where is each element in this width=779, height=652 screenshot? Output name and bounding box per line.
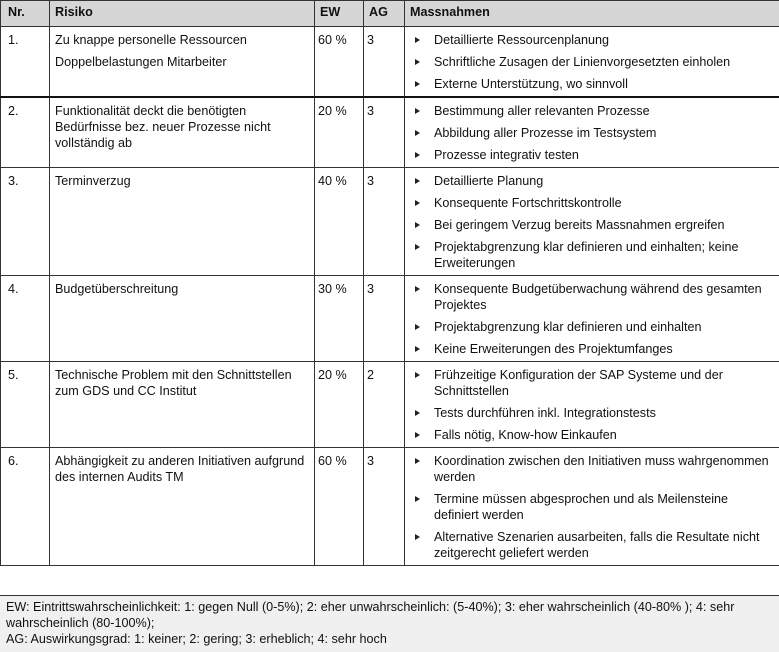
triangle-bullet-icon bbox=[415, 108, 420, 114]
measure-text: Detaillierte Ressourcenplanung bbox=[434, 33, 610, 47]
measure-item bbox=[410, 125, 775, 141]
measure-text: Projektabgrenzung klar definieren und einhalten bbox=[434, 320, 702, 334]
measures-list bbox=[410, 103, 775, 163]
risk-description-line: Abhängigkeit zu anderen Initiativen aufgrund des internen Audits TM bbox=[55, 454, 305, 484]
risk-description bbox=[50, 168, 315, 276]
measure-text: Konsequente Budgetüberwachung während des gesamten Projektes bbox=[434, 282, 762, 312]
measure-text: Koordination zwischen den Initiativen muss wahrgenommen werden bbox=[434, 454, 769, 484]
risk-description-line: Terminverzug bbox=[55, 174, 131, 188]
risk-ag: 2 bbox=[364, 362, 405, 448]
risk-row bbox=[1, 276, 779, 362]
measure-item bbox=[410, 453, 775, 485]
risk-ew: 20 % bbox=[315, 97, 364, 168]
measure-text: Schriftliche Zusagen der Linienvorgesetzten einholen bbox=[434, 55, 731, 69]
triangle-bullet-icon bbox=[415, 286, 420, 292]
header-nr: Nr. bbox=[1, 1, 50, 27]
triangle-bullet-icon bbox=[415, 200, 420, 206]
risk-description bbox=[50, 27, 315, 98]
measure-text: Prozesse integrativ testen bbox=[434, 148, 579, 162]
risk-ag: 3 bbox=[364, 27, 405, 98]
risk-row bbox=[1, 168, 779, 276]
triangle-bullet-icon bbox=[415, 458, 420, 464]
risk-ew: 60 % bbox=[315, 448, 364, 566]
measure-item bbox=[410, 54, 775, 70]
measure-text: Detaillierte Planung bbox=[434, 174, 544, 188]
risk-description-line: Funktionalität deckt die benötigten Bedürfnisse bez. neuer Prozesse nicht vollständig ab bbox=[55, 104, 271, 150]
triangle-bullet-icon bbox=[415, 130, 420, 136]
triangle-bullet-icon bbox=[415, 346, 420, 352]
risk-ew: 40 % bbox=[315, 168, 364, 276]
risk-row bbox=[1, 448, 779, 566]
measure-item bbox=[410, 529, 775, 561]
risk-description-line: Zu knappe personelle Ressourcen bbox=[55, 33, 247, 47]
risk-description-line: Doppelbelastungen Mitarbeiter bbox=[55, 55, 227, 69]
risk-measures bbox=[405, 97, 779, 168]
measure-item bbox=[410, 147, 775, 163]
risk-description bbox=[50, 97, 315, 168]
risk-row bbox=[1, 97, 779, 168]
measures-list bbox=[410, 453, 775, 561]
risk-ag: 3 bbox=[364, 168, 405, 276]
risk-nr: 4. bbox=[1, 276, 50, 362]
risk-nr: 5. bbox=[1, 362, 50, 448]
risk-row bbox=[1, 27, 779, 98]
risk-ew: 30 % bbox=[315, 276, 364, 362]
measure-text: Falls nötig, Know-how Einkaufen bbox=[434, 428, 617, 442]
measure-text: Tests durchführen inkl. Integrationstests bbox=[434, 406, 656, 420]
measure-item bbox=[410, 32, 775, 48]
risk-nr: 6. bbox=[1, 448, 50, 566]
header-row bbox=[1, 1, 779, 27]
risk-ag: 3 bbox=[364, 97, 405, 168]
triangle-bullet-icon bbox=[415, 59, 420, 65]
risk-description-line: Budgetüberschreitung bbox=[55, 282, 179, 296]
measures-list bbox=[410, 32, 775, 92]
measure-text: Projektabgrenzung klar definieren und einhalten; keine Erweiterungen bbox=[434, 240, 739, 270]
measure-text: Externe Unterstützung, wo sinnvoll bbox=[434, 77, 628, 91]
measure-text: Keine Erweiterungen des Projektumfanges bbox=[434, 342, 673, 356]
legend-ew: EW: Eintrittswahrscheinlichkeit: 1: gegen Null (0-5%); 2: eher unwahrscheinlich: (5-40%); 3: eher wahrscheinlich (40-80% ); 4: sehr wahrscheinlich (80-100%); bbox=[6, 600, 735, 630]
measure-text: Bei geringem Verzug bereits Massnahmen ergreifen bbox=[434, 218, 725, 232]
measure-text: Frühzeitige Konfiguration der SAP Systeme und der Schnittstellen bbox=[434, 368, 723, 398]
risk-measures bbox=[405, 362, 779, 448]
risk-nr: 3. bbox=[1, 168, 50, 276]
measure-text: Bestimmung aller relevanten Prozesse bbox=[434, 104, 650, 118]
measures-list bbox=[410, 281, 775, 357]
measure-item bbox=[410, 173, 775, 189]
risk-row bbox=[1, 362, 779, 448]
measure-text: Alternative Szenarien ausarbeiten, falls die Resultate nicht zeitgerecht geliefert werden bbox=[434, 530, 760, 560]
legend bbox=[0, 595, 779, 652]
risk-measures bbox=[405, 27, 779, 98]
measures-list bbox=[410, 367, 775, 443]
risk-description bbox=[50, 362, 315, 448]
measures-list bbox=[410, 173, 775, 271]
triangle-bullet-icon bbox=[415, 432, 420, 438]
measure-item bbox=[410, 281, 775, 313]
measure-item bbox=[410, 76, 775, 92]
header-massnahmen: Massnahmen bbox=[405, 1, 779, 27]
legend-ag: AG: Auswirkungsgrad: 1: keiner; 2: gering; 3: erheblich; 4: sehr hoch bbox=[6, 632, 387, 646]
risk-description bbox=[50, 276, 315, 362]
risk-ew: 20 % bbox=[315, 362, 364, 448]
measure-item bbox=[410, 217, 775, 233]
measure-item bbox=[410, 319, 775, 335]
triangle-bullet-icon bbox=[415, 37, 420, 43]
risk-ag: 3 bbox=[364, 448, 405, 566]
header-ew: EW bbox=[315, 1, 364, 27]
risk-ag: 3 bbox=[364, 276, 405, 362]
risk-description bbox=[50, 448, 315, 566]
risk-description-line: Technische Problem mit den Schnittstellen zum GDS und CC Institut bbox=[55, 368, 292, 398]
risk-table-body bbox=[1, 27, 779, 566]
header-ag: AG bbox=[364, 1, 405, 27]
measure-item bbox=[410, 367, 775, 399]
measure-item bbox=[410, 491, 775, 523]
header-risiko: Risiko bbox=[50, 1, 315, 27]
measure-item bbox=[410, 195, 775, 211]
triangle-bullet-icon bbox=[415, 372, 420, 378]
triangle-bullet-icon bbox=[415, 244, 420, 250]
triangle-bullet-icon bbox=[415, 178, 420, 184]
risk-measures bbox=[405, 276, 779, 362]
triangle-bullet-icon bbox=[415, 534, 420, 540]
triangle-bullet-icon bbox=[415, 324, 420, 330]
risk-nr: 1. bbox=[1, 27, 50, 98]
risk-nr: 2. bbox=[1, 97, 50, 168]
measure-item bbox=[410, 103, 775, 119]
measure-item bbox=[410, 341, 775, 357]
triangle-bullet-icon bbox=[415, 152, 420, 158]
risk-ew: 60 % bbox=[315, 27, 364, 98]
risk-measures bbox=[405, 448, 779, 566]
measure-text: Termine müssen abgesprochen und als Meilensteine definiert werden bbox=[434, 492, 729, 522]
measure-item bbox=[410, 405, 775, 421]
triangle-bullet-icon bbox=[415, 222, 420, 228]
triangle-bullet-icon bbox=[415, 81, 420, 87]
measure-item bbox=[410, 427, 775, 443]
triangle-bullet-icon bbox=[415, 410, 420, 416]
triangle-bullet-icon bbox=[415, 496, 420, 502]
measure-text: Konsequente Fortschrittskontrolle bbox=[434, 196, 622, 210]
measure-item bbox=[410, 239, 775, 271]
risk-measures bbox=[405, 168, 779, 276]
measure-text: Abbildung aller Prozesse im Testsystem bbox=[434, 126, 657, 140]
